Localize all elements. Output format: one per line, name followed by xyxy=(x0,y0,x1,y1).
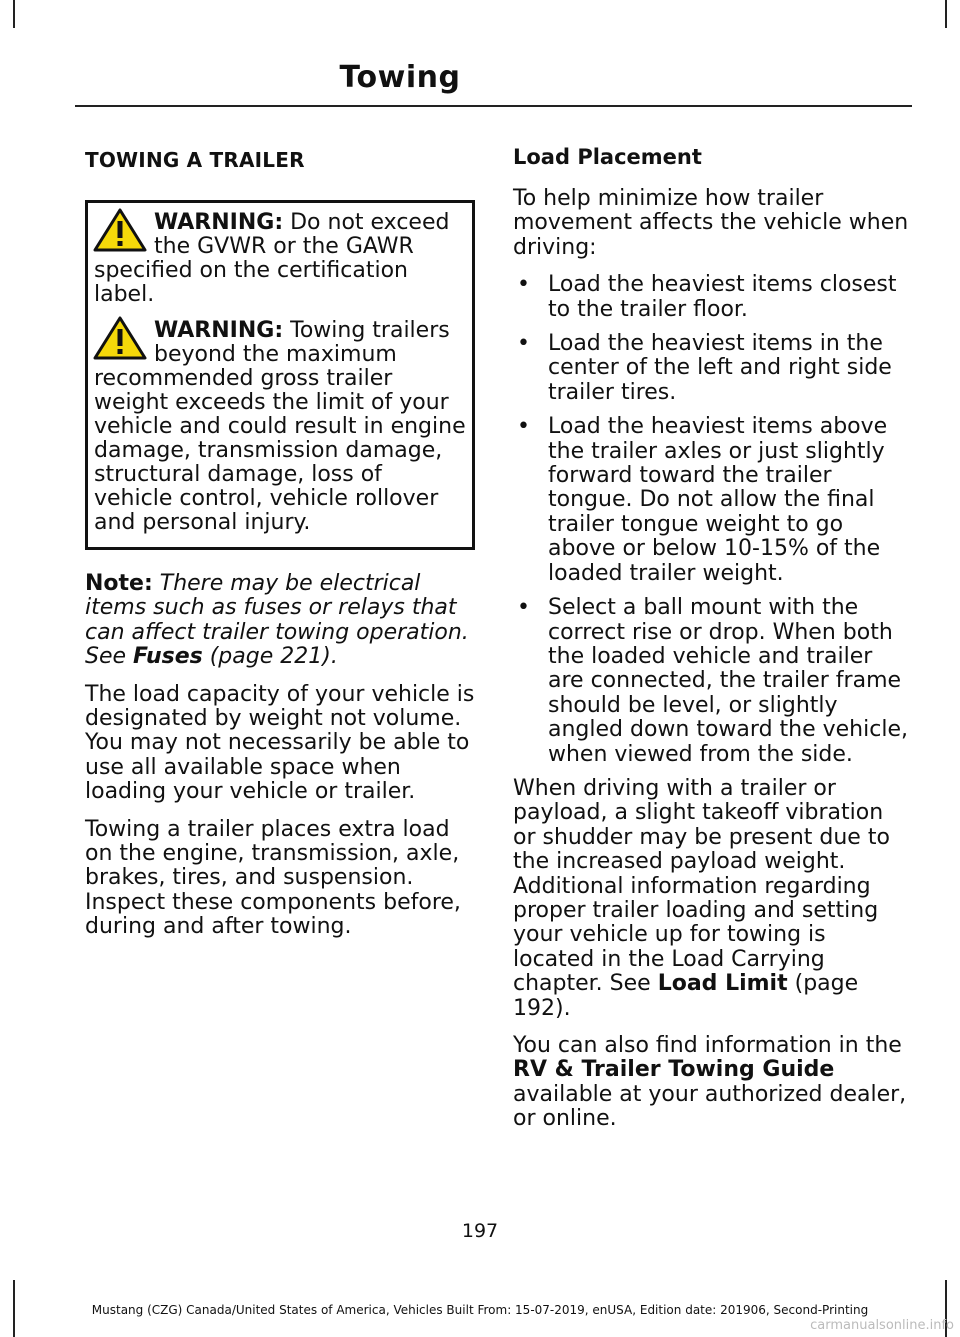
warning-label: WARNING: xyxy=(154,318,284,343)
warning-1 xyxy=(94,211,466,307)
warning-triangle-icon xyxy=(92,315,148,361)
load-capacity-paragraph: The load capacity of your vehicle is designated by weight not volume. You may not necessarily be able to use all available space when loading your vehicle or trailer. xyxy=(85,681,475,805)
towing-guide-paragraph xyxy=(513,1034,911,1132)
note-page-ref: (page 221). xyxy=(202,644,338,670)
note-text: There may be electrical items such as fuses or relays that can affect trailer towing operation. See xyxy=(85,571,469,670)
load-placement-list xyxy=(513,273,911,767)
section-heading: TOWING A TRAILER xyxy=(85,148,305,172)
fuses-reference-link[interactable]: Fuses xyxy=(133,644,203,670)
page-header-title: Towing xyxy=(339,60,461,95)
list-item-text: Load the heaviest items closest to the trailer floor. xyxy=(548,272,897,322)
footer-edition-info: Mustang (CZG) Canada/United States of America, Vehicles Built From: 15-07-2019, enUSA, Edition date: 201906, Second-Printing xyxy=(91,1303,869,1317)
load-placement-heading: Load Placement xyxy=(513,145,702,169)
towing-guide-post: available at your authorized dealer, or online. xyxy=(513,1081,907,1132)
left-column xyxy=(85,148,475,953)
warning-text: Do not exceed the GVWR or the GAWR specified on the certification label. xyxy=(94,210,450,307)
bullet-marker: • xyxy=(517,595,530,621)
towing-load-paragraph: Towing a trailer places extra load on the engine, transmission, axle, brakes, tires, and suspension. Inspect these components before, during and after towing. xyxy=(85,816,461,940)
vibration-text: When driving with a trailer or payload, a slight takeoff vibration or shudder may be present due to the increased payload weight. Additional information regarding proper trailer loading and setting your vehicle up for towing is located in the Load Carrying chapter. See xyxy=(513,775,890,997)
warning-text: Towing trailers beyond the maximum recommended gross trailer weight exceeds the limit of your vehicle and could result in engine damage, transmission damage, structural damage, loss of vehicle control, vehicle rollover and personal injury. xyxy=(94,318,466,535)
bullet-marker: • xyxy=(517,331,530,357)
list-item-text: Load the heaviest items in the center of the left and right side trailer tires. xyxy=(548,331,892,405)
warning-box xyxy=(85,200,475,550)
warning-2 xyxy=(94,319,466,535)
list-item-text: Select a ball mount with the correct rise or drop. When both the loaded vehicle and trailer are connected, the trailer frame should be level, or slightly angled down toward the vehicle, when viewed from the side. xyxy=(548,595,908,767)
watermark: carmanualsonline.info xyxy=(810,1318,954,1333)
bullet-marker: • xyxy=(517,414,530,440)
page-number: 197 xyxy=(461,1220,499,1242)
towing-guide-reference: RV & Trailer Towing Guide xyxy=(513,1057,835,1083)
load-limit-reference-link[interactable]: Load Limit xyxy=(657,971,788,997)
warning-triangle-icon xyxy=(92,207,148,253)
note-label: Note: xyxy=(85,571,153,596)
list-item-text: Load the heaviest items above the trailer axles or just slightly forward toward the trailer tongue. Do not allow the final trailer tongue weight to go above or below 10-15% of the loaded trailer weight. xyxy=(548,414,888,586)
right-column xyxy=(513,145,911,1145)
note-paragraph xyxy=(85,572,475,670)
load-placement-intro: To help minimize how trailer movement affects the vehicle when driving: xyxy=(513,186,909,260)
towing-guide-pre: You can also find information in the xyxy=(513,1033,902,1058)
crop-mark-top-left xyxy=(13,0,15,28)
list-item xyxy=(513,332,911,405)
list-item xyxy=(513,273,911,322)
vibration-paragraph xyxy=(513,777,911,1021)
header-divider xyxy=(75,105,912,107)
list-item xyxy=(513,596,911,767)
load-limit-page-ref: (page 192). xyxy=(513,971,859,1021)
bullet-marker: • xyxy=(517,272,530,298)
list-item xyxy=(513,415,911,586)
crop-mark-top-right xyxy=(945,0,947,28)
warning-label: WARNING: xyxy=(154,210,284,235)
